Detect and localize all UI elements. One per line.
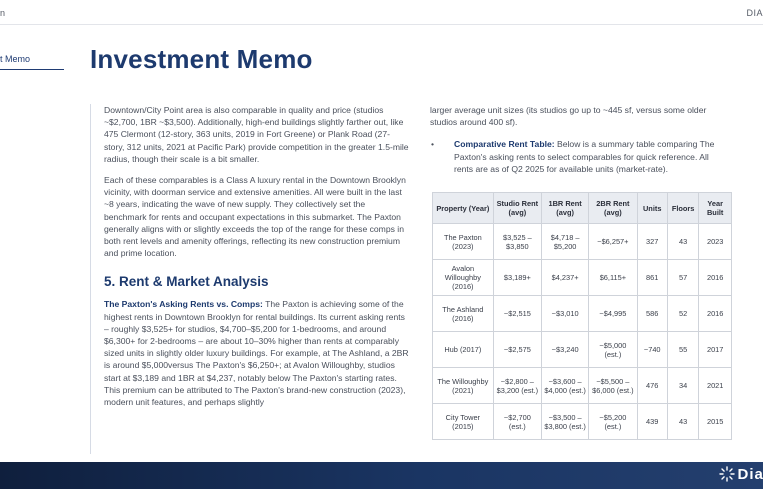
- table-cell: City Tower (2015): [433, 404, 494, 440]
- column-header: 1BR Rent (avg): [542, 193, 589, 224]
- bullet-lead: Comparative Rent Table:: [454, 139, 555, 150]
- table-cell: ~$3,600 – $4,000 (est.): [542, 368, 589, 404]
- table-cell: 2017: [699, 332, 732, 368]
- column-header: Floors: [667, 193, 698, 224]
- rent-comparison-table: [432, 192, 732, 440]
- sunburst-icon: [719, 466, 735, 482]
- top-bar: [0, 0, 763, 25]
- table-cell: ~$3,500 – $3,800 (est.): [542, 404, 589, 440]
- table-cell: ~$5,000 (est.): [589, 332, 637, 368]
- bullet-marker: •: [431, 139, 435, 150]
- right-text-column: [430, 104, 763, 175]
- table-cell: 586: [637, 296, 667, 332]
- paragraph: Each of these comparables is a Class A luxury rental in the Downtown Brooklyn vicinity, with doorman service and extensive amenities. All were built in the last ~8 years, indicating the wave of new supply. They collectively set the benchmark for rents and occupant expectations in this submarket. The Paxton generally aligns with or slightly exceeds the top of the range for these comps in both rent levels and amenity offerings, reflecting its new construction premium and prime location.: [104, 175, 406, 259]
- table-cell: 476: [637, 368, 667, 404]
- table-cell: The Willoughby (2021): [433, 368, 494, 404]
- table-cell: 52: [667, 296, 698, 332]
- table-cell: ~740: [637, 332, 667, 368]
- top-bar-left-text: n: [0, 8, 6, 18]
- table-cell: 327: [637, 224, 667, 260]
- paragraph-lead: The Paxton's Asking Rents vs. Comps:: [104, 299, 263, 310]
- table-cell: ~$6,257+: [589, 224, 637, 260]
- table-cell: ~$5,200 (est.): [589, 404, 637, 440]
- sidenav-item-investment-memo[interactable]: [0, 52, 64, 70]
- table-cell: 861: [637, 260, 667, 296]
- footer-bar: [0, 462, 769, 489]
- table-cell: ~$2,575: [493, 332, 541, 368]
- bullet-item: [430, 138, 730, 175]
- column-header: Units: [637, 193, 667, 224]
- brand-logo-text: Dial: [737, 466, 769, 483]
- table-row: [433, 368, 732, 404]
- sidenav-item-label: t Memo: [0, 54, 31, 64]
- table-row: [433, 332, 732, 368]
- bullet-body: Below is a summary table comparing The Paxton's asking rents to select comparables for quick reference. All rents are as of Q2 2025 for available units (market-rate).: [454, 139, 715, 174]
- table-cell: $3,189+: [493, 260, 541, 296]
- table-row: [433, 296, 732, 332]
- paragraph: Downtown/City Point area is also comparable in quality and price (studios ~$2,700, 1BR ~$3,500). Additionally, high-end buildings slightly farther out, like 475 Clermont (12-story, 363 units, 2019 in Fort Greene) or Plank Road (27-story, 312 units, 2021 at Pacific Park) provide competition in the greater 1.5-mile radius, though their scale is a bit smaller.: [104, 105, 409, 164]
- column-header: Year Built: [699, 193, 732, 224]
- table-cell: ~$2,800 – $3,200 (est.): [493, 368, 541, 404]
- table-cell: ~$2,515: [493, 296, 541, 332]
- table-cell: $6,115+: [589, 260, 637, 296]
- table-cell: ~$3,010: [542, 296, 589, 332]
- table-cell: 2015: [699, 404, 732, 440]
- paragraph: larger average unit sizes (its studios go up to ~445 sf, versus some older studios around 400 sf).: [430, 105, 707, 128]
- table-header-row: [433, 193, 732, 224]
- paragraph: [104, 298, 410, 408]
- column-header: Studio Rent (avg): [493, 193, 541, 224]
- left-text-column: [90, 104, 410, 454]
- table-cell: 2023: [699, 224, 732, 260]
- table-cell: The Ashland (2016): [433, 296, 494, 332]
- brand-logo[interactable]: [719, 466, 769, 483]
- table-cell: 2016: [699, 260, 732, 296]
- table-cell: The Paxton (2023): [433, 224, 494, 260]
- table-cell: ~$4,995: [589, 296, 637, 332]
- section-heading: 5. Rent & Market Analysis: [104, 274, 269, 290]
- table-row: [433, 260, 732, 296]
- paragraph-body: The Paxton is achieving some of the highest rents in Downtown Brooklyn for rental buildings. Its current asking rents – roughly $3,525+ for studios, $4,700–$5,200 for 1-bedrooms, and around $6,300+ for 2-bedrooms – are about 10–30% higher than rents at comparably sized units in slightly older luxury buildings. For example, at The Ashland, a 2BR is around $5,000versus The Paxton's $6,250+; at Avalon Willoughby, studios start at $3,189 and 1BR at $4,237, notably below The Paxton's starting rates. This premium can be attributed to The Paxton's brand-new construction (2023), modern unit features, and perhaps slightly: [104, 299, 409, 408]
- top-bar-right-text: DIA: [746, 8, 763, 18]
- table-cell: 34: [667, 368, 698, 404]
- table-cell: ~$3,240: [542, 332, 589, 368]
- table-cell: ~$2,700 (est.): [493, 404, 541, 440]
- table-cell: 57: [667, 260, 698, 296]
- column-header: 2BR Rent (avg): [589, 193, 637, 224]
- table-row: [433, 404, 732, 440]
- table-cell: 55: [667, 332, 698, 368]
- page-title: Investment Memo: [90, 44, 313, 74]
- table-cell: $4,237+: [542, 260, 589, 296]
- table-cell: $4,718 – $5,200: [542, 224, 589, 260]
- table-cell: Hub (2017): [433, 332, 494, 368]
- table-cell: Avalon Willoughby (2016): [433, 260, 494, 296]
- table-cell: 43: [667, 404, 698, 440]
- table-cell: 43: [667, 224, 698, 260]
- table-cell: 2021: [699, 368, 732, 404]
- table-cell: 439: [637, 404, 667, 440]
- table-row: [433, 224, 732, 260]
- column-header: Property (Year): [433, 193, 494, 224]
- table-cell: $3,525 – $3,850: [493, 224, 541, 260]
- table-cell: ~$5,500 – $6,000 (est.): [589, 368, 637, 404]
- table-cell: 2016: [699, 296, 732, 332]
